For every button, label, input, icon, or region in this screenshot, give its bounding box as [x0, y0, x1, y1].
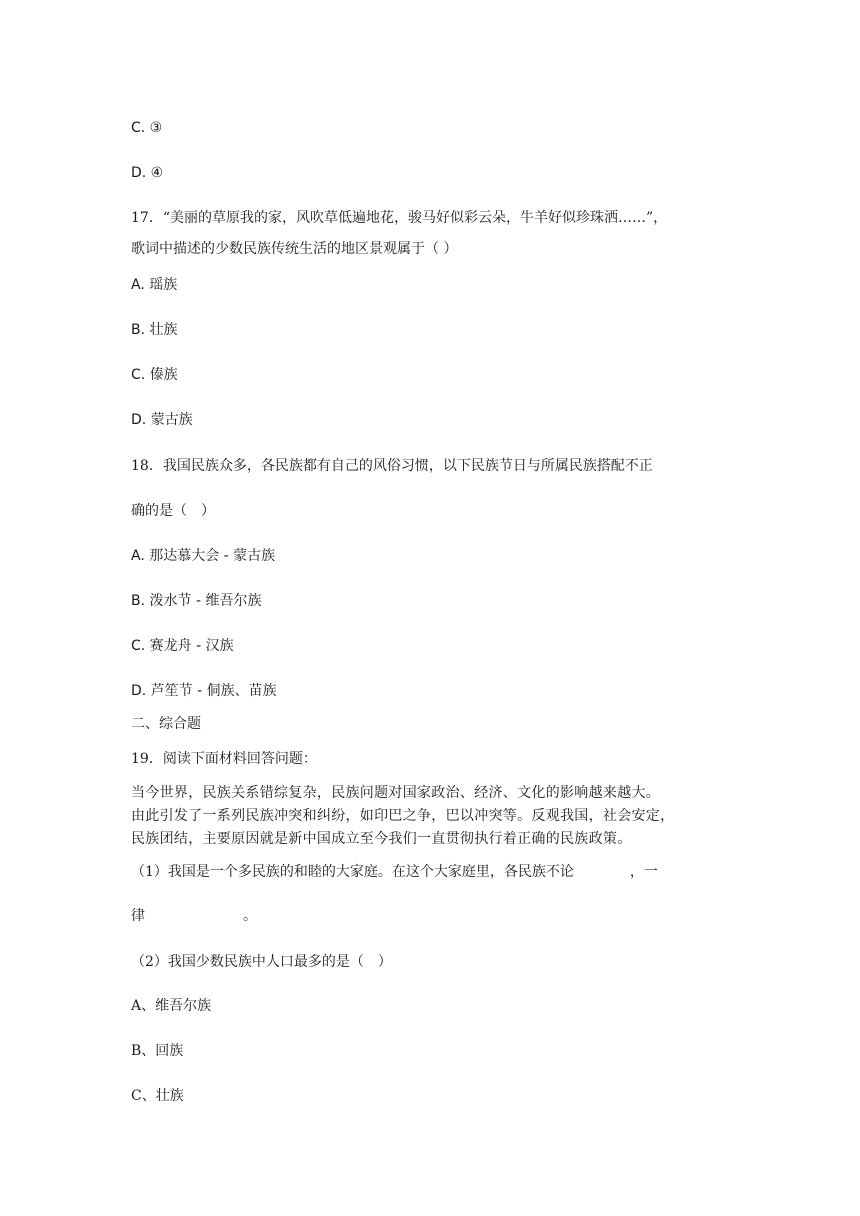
q17-option-a: A. 瑶族: [131, 277, 178, 293]
q19-material-line2: 由此引发了一系列民族冲突和纠纷，如印巴之争，巴以冲突等。反观我国，社会安定，: [131, 808, 675, 824]
q19-sub2-option-c: C、壮族: [131, 1088, 184, 1104]
q16-option-c: C. ③: [131, 120, 163, 136]
q16-option-d: D. ④: [131, 165, 164, 181]
q19-material-line3: 民族团结，主要原因就是新中国成立至今我们一直贯彻执行着正确的民族政策。: [131, 831, 632, 847]
q18-stem-line2: 确的是（ ）: [131, 503, 215, 519]
section-heading: 二、综合题: [131, 716, 201, 732]
q17-option-c: C. 傣族: [131, 367, 178, 383]
q19-sub2-option-b: B、回族: [131, 1043, 184, 1059]
q19-sub2-option-a: A、维吾尔族: [131, 998, 212, 1014]
q18-stem-line1: 18．我国民族众多，各民族都有自己的风俗习惯，以下民族节日与所属民族搭配不正: [131, 458, 653, 474]
q19-stem: 19．阅读下面材料回答问题：: [131, 751, 317, 767]
q19-sub1-line1: （1）我国是一个多民族的和睦的大家庭。在这个大家庭里，各民族不论 ，一: [131, 864, 658, 880]
q17-option-b: B. 壮族: [131, 322, 178, 338]
q19-sub2-stem: （2）我国少数民族中人口最多的是（ ）: [131, 954, 392, 970]
q18-option-b: B. 泼水节 - 维吾尔族: [131, 593, 262, 609]
q18-option-a: A. 那达慕大会 - 蒙古族: [131, 548, 276, 564]
q17-option-d: D. 蒙古族: [131, 412, 193, 428]
q19-sub1-line2: 律 。: [131, 908, 257, 924]
q17-stem-line1: 17．“美丽的草原我的家，风吹草低遍地花，骏马好似彩云朵，牛羊好似珍珠洒……”，: [131, 210, 668, 226]
q19-material-line1: 当今世界，民族关系错综复杂，民族问题对国家政治、经济、文化的影响越来越大。: [131, 785, 661, 801]
q18-option-d: D. 芦笙节 - 侗族、苗族: [131, 683, 277, 699]
q17-stem-line2: 歌词中描述的少数民族传统生活的地区景观属于（ ）: [131, 241, 458, 257]
q18-option-c: C. 赛龙舟 - 汉族: [131, 638, 234, 654]
